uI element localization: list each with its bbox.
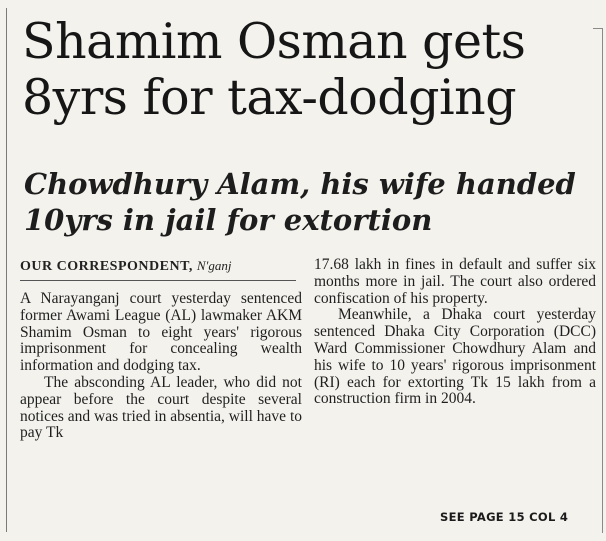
paragraph-1: A Narayanganj court yesterday sentenced former Awami League (AL) lawmaker AKM Shamim Osman to eight years' rigorous imprisonment for concealing wealth information and dodging tax. — [20, 290, 302, 375]
article-column-right — [314, 257, 596, 408]
byline — [20, 258, 302, 276]
byline-location: N'ganj — [196, 258, 232, 273]
paragraph-2: The absconding AL leader, who did not appear before the court despite several notices and was tried in absentia, will have to pay Tk — [20, 373, 302, 442]
byline-author: OUR CORRESPONDENT, — [20, 259, 193, 274]
right-column-rule — [602, 28, 603, 533]
article-column-left — [20, 258, 302, 442]
top-right-rule — [593, 28, 603, 29]
left-column-rule — [6, 8, 7, 532]
headline: Shamim Osman gets 8yrs for tax-dodging — [22, 13, 526, 126]
paragraph-3: 17.68 lakh in fines in default and suffer six months more in jail. The court also ordered confiscation of his property. — [314, 256, 596, 307]
continuation-note: SEE PAGE 15 COL 4 — [440, 510, 569, 524]
byline-rule — [20, 280, 296, 281]
paragraph-4: Meanwhile, a Dhaka court yesterday sentenced Dhaka City Corporation (DCC) Ward Commissioner Chowdhury Alam and his wife to 10 years' rigorous imprisonment (RI) each for extorting Tk 15 lakh from a construction firm in 2004. — [314, 306, 596, 408]
subheadline: Chowdhury Alam, his wife handed 10yrs in jail for extortion — [24, 167, 576, 237]
